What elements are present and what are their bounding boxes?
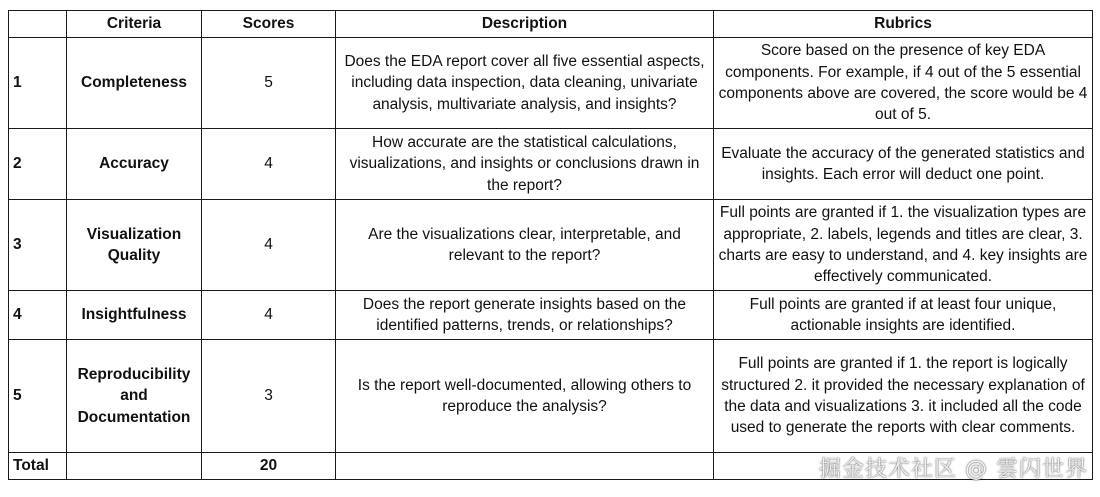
total-label: Total [9,453,67,480]
row-number: 1 [9,38,67,129]
rubric-cell: Full points are granted if 1. the visualization types are appropriate, 2. labels, legends and titles are clear, 3. charts are easy to understand, and 4. key insights are effectively communicated. [714,200,1093,291]
row-number: 3 [9,200,67,291]
table-row [9,38,1093,129]
table-row [9,340,1093,453]
row-number: 4 [9,291,67,340]
rubric-cell: Full points are granted if at least four unique, actionable insights are identified. [714,291,1093,340]
criteria-cell: Completeness [67,38,202,129]
header-index [9,11,67,38]
score-cell: 4 [202,129,336,200]
score-cell: 5 [202,38,336,129]
criteria-cell: Reproducibility and Documentation [67,340,202,453]
table-row [9,291,1093,340]
description-cell: Does the report generate insights based on the identified patterns, trends, or relationships? [336,291,714,340]
criteria-cell: Insightfulness [67,291,202,340]
row-number: 5 [9,340,67,453]
total-score: 20 [202,453,336,480]
rubric-cell: Score based on the presence of key EDA components. For example, if 4 out of the 5 essential components above are covered, the score would be 4 out of 5. [714,38,1093,129]
header-rubrics: Rubrics [714,11,1093,38]
header-scores: Scores [202,11,336,38]
watermark-text: 掘金技术社区 @ 雲闪世界 [819,457,1088,482]
rubric-cell: Full points are granted if 1. the report is logically structured 2. it provided the necessary explanation of the data and visualizations 3. it included all the code used to generate the reports with clear comments. [714,340,1093,453]
row-number: 2 [9,129,67,200]
score-cell: 4 [202,291,336,340]
score-cell: 3 [202,340,336,453]
rubric-table [8,10,1093,480]
criteria-cell: Visualization Quality [67,200,202,291]
header-row [9,11,1093,38]
description-cell: How accurate are the statistical calculations, visualizations, and insights or conclusions drawn in the report? [336,129,714,200]
criteria-cell: Accuracy [67,129,202,200]
total-empty-cell [336,453,714,480]
description-cell: Is the report well-documented, allowing others to reproduce the analysis? [336,340,714,453]
header-criteria: Criteria [67,11,202,38]
table-row [9,200,1093,291]
score-cell: 4 [202,200,336,291]
total-empty-cell [67,453,202,480]
rubric-cell: Evaluate the accuracy of the generated statistics and insights. Each error will deduct one point. [714,129,1093,200]
description-cell: Are the visualizations clear, interpretable, and relevant to the report? [336,200,714,291]
header-description: Description [336,11,714,38]
description-cell: Does the EDA report cover all five essential aspects, including data inspection, data cleaning, univariate analysis, multivariate analysis, and insights? [336,38,714,129]
table-row [9,129,1093,200]
